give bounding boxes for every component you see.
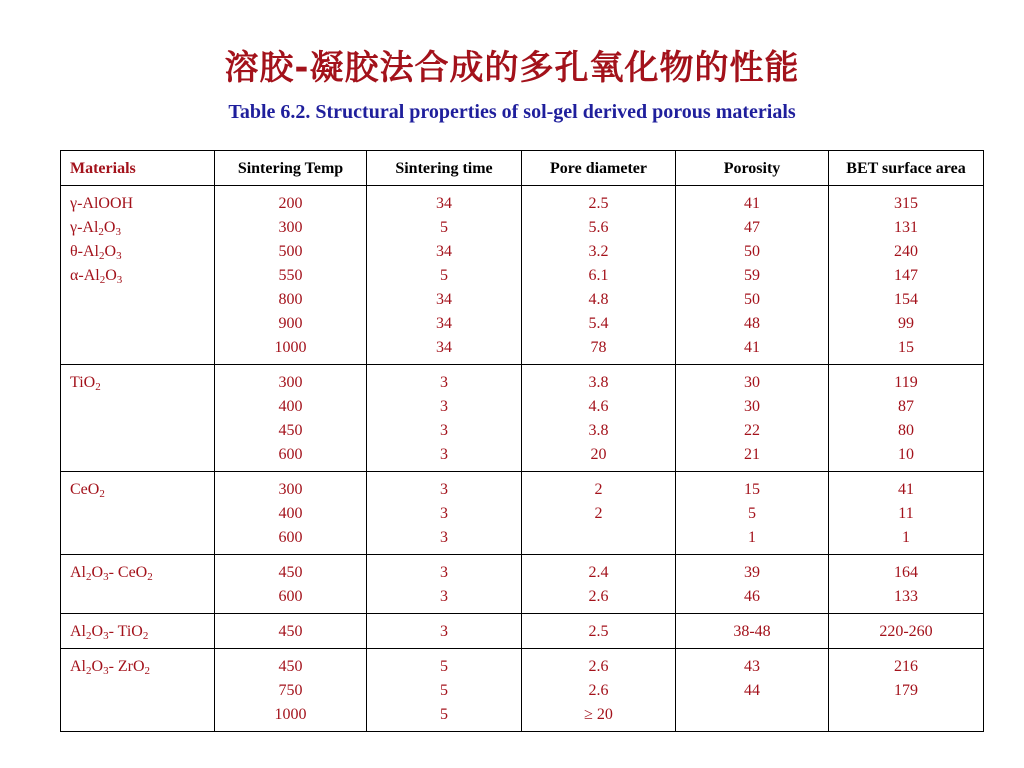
- cell-value: 20: [590, 446, 607, 463]
- cell-value: 1000: [274, 339, 307, 356]
- cell-value: 2.6: [588, 658, 609, 675]
- cell-value: 3.8: [588, 374, 609, 391]
- cell-value: 300: [278, 481, 303, 498]
- cell-value: 164: [894, 564, 918, 581]
- cell-value: 22: [744, 422, 760, 439]
- cell-value: 450: [278, 422, 303, 439]
- material-formula: $Al_2O_3-$ ZrO$_2$: [70, 658, 151, 677]
- cell-value: 50: [744, 291, 760, 308]
- material-formula: $Al_2O_3-$ CeO$_2$: [70, 564, 153, 583]
- cell-value: 34: [436, 339, 452, 356]
- table-row: [61, 614, 984, 649]
- cell-pore-diameter: [522, 614, 676, 649]
- cell-value: 5: [440, 682, 448, 699]
- cell-value: 34: [436, 195, 452, 212]
- cell-value: 34: [436, 291, 452, 308]
- cell-value: 6.1: [588, 267, 609, 284]
- header-materials: Materials: [61, 151, 215, 186]
- table-row: [61, 649, 984, 732]
- cell-sintering-temp: [215, 472, 367, 555]
- cell-value: 3: [440, 374, 448, 391]
- cell-value: 3.2: [588, 243, 609, 260]
- cell-value: 87: [898, 398, 914, 415]
- cell-value: 3: [440, 446, 448, 463]
- cell-value: 600: [278, 588, 303, 605]
- material-formula: TiO$_2$: [70, 374, 101, 393]
- cell-bet-surface-area: [829, 555, 984, 614]
- cell-material: [61, 555, 215, 614]
- cell-value: 216: [894, 658, 918, 675]
- cell-value: 39: [744, 564, 760, 581]
- cell-value: 450: [278, 623, 303, 640]
- cell-value: 3: [440, 529, 448, 546]
- cell-material: [61, 365, 215, 472]
- cell-value: 315: [894, 195, 918, 212]
- cell-value: 200: [278, 195, 303, 212]
- cell-value: 2.6: [588, 588, 609, 605]
- cell-porosity: [676, 614, 829, 649]
- cell-value: 34: [436, 243, 452, 260]
- cell-value: 5: [748, 505, 756, 522]
- cell-value: 10: [898, 446, 914, 463]
- cell-value: 41: [744, 339, 760, 356]
- cell-value: 38-48: [733, 623, 771, 640]
- cell-pore-diameter: [522, 365, 676, 472]
- cell-value: 11: [898, 505, 914, 522]
- cell-value: 4.6: [588, 398, 609, 415]
- header-porosity: Porosity: [676, 151, 829, 186]
- cell-value: 2: [594, 505, 603, 522]
- cell-value: 46: [744, 588, 760, 605]
- table-row: [61, 472, 984, 555]
- table-row: [61, 555, 984, 614]
- cell-value: 15: [744, 481, 760, 498]
- material-formula: $Al_2O_3-$ TiO$_2$: [70, 623, 149, 642]
- cell-material: [61, 649, 215, 732]
- cell-sintering-temp: [215, 555, 367, 614]
- cell-value: 600: [278, 529, 303, 546]
- header-sintering-time: Sintering time: [367, 151, 522, 186]
- cell-value: 400: [278, 505, 303, 522]
- cell-value: ≥ 20: [584, 706, 613, 723]
- cell-value: 800: [278, 291, 303, 308]
- cell-value: 3: [440, 481, 448, 498]
- properties-table: [60, 150, 984, 732]
- cell-value: 220-260: [879, 623, 933, 640]
- cell-porosity: [676, 186, 829, 365]
- cell-value: 41: [898, 481, 914, 498]
- cell-value: 50: [744, 243, 760, 260]
- material-formula: $\theta-Al_2O_3$: [70, 243, 122, 262]
- cell-sintering-temp: [215, 186, 367, 365]
- material-formula: CeO$_2$: [70, 481, 105, 500]
- page-title: 溶胶-凝胶法合成的多孔氧化物的性能: [224, 48, 800, 88]
- material-formula: $\alpha-Al_2O_3$: [70, 267, 123, 286]
- cell-sintering-temp: [215, 365, 367, 472]
- cell-bet-surface-area: [829, 365, 984, 472]
- cell-value: 2.6: [588, 682, 609, 699]
- cell-value: 44: [744, 682, 760, 699]
- cell-sintering-time: [367, 186, 522, 365]
- cell-value: 131: [894, 219, 918, 236]
- cell-value: 41: [744, 195, 760, 212]
- cell-value: 750: [278, 682, 303, 699]
- cell-value: 80: [898, 422, 914, 439]
- cell-value: 154: [894, 291, 918, 308]
- cell-bet-surface-area: [829, 614, 984, 649]
- cell-value: 3: [440, 588, 448, 605]
- header-sintering-temp: Sintering Temp: [215, 151, 367, 186]
- cell-porosity: [676, 649, 829, 732]
- cell-value: 240: [894, 243, 918, 260]
- cell-value: 59: [744, 267, 760, 284]
- cell-value: 47: [744, 219, 760, 236]
- cell-value: 99: [898, 315, 914, 332]
- cell-value: 3: [440, 564, 448, 581]
- cell-value: 600: [278, 446, 303, 463]
- cell-value: 119: [894, 374, 918, 391]
- cell-material: [61, 186, 215, 365]
- cell-value: 500: [278, 243, 303, 260]
- cell-value: 2.5: [588, 195, 609, 212]
- cell-value: 30: [744, 398, 760, 415]
- cell-sintering-time: [367, 365, 522, 472]
- cell-bet-surface-area: [829, 472, 984, 555]
- cell-value: 2.4: [588, 564, 609, 581]
- cell-value: 5: [440, 267, 448, 284]
- cell-value: 3.8: [588, 422, 609, 439]
- cell-value: 450: [278, 564, 303, 581]
- cell-value: 43: [744, 658, 760, 675]
- cell-value: 2.5: [588, 623, 609, 640]
- cell-pore-diameter: [522, 649, 676, 732]
- cell-value: 2: [594, 481, 603, 498]
- cell-pore-diameter: [522, 186, 676, 365]
- cell-value: 3: [440, 422, 448, 439]
- cell-sintering-temp: [215, 649, 367, 732]
- cell-pore-diameter: [522, 555, 676, 614]
- cell-value: 133: [894, 588, 918, 605]
- cell-value: 550: [278, 267, 303, 284]
- cell-sintering-time: [367, 649, 522, 732]
- cell-value: 5: [440, 658, 448, 675]
- cell-value: 4.8: [588, 291, 609, 308]
- cell-value: 5.4: [588, 315, 609, 332]
- table-row: [61, 186, 984, 365]
- cell-pore-diameter: [522, 472, 676, 555]
- cell-porosity: [676, 472, 829, 555]
- cell-value: 1000: [274, 706, 307, 723]
- cell-material: [61, 472, 215, 555]
- table-caption: Table 6.2. Structural properties of sol-gel derived porous materials: [228, 101, 796, 123]
- header-bet-surface-area: BET surface area: [829, 151, 984, 186]
- cell-value: 15: [898, 339, 914, 356]
- cell-value: 1: [902, 529, 910, 546]
- cell-sintering-temp: [215, 614, 367, 649]
- cell-value: 5: [440, 219, 448, 236]
- material-formula: γ-AlOOH: [70, 195, 134, 212]
- cell-sintering-time: [367, 555, 522, 614]
- table-header-row: [61, 151, 984, 186]
- cell-material: [61, 614, 215, 649]
- cell-value: 3: [440, 623, 448, 640]
- cell-value: 34: [436, 315, 452, 332]
- cell-value: 48: [744, 315, 760, 332]
- cell-value: 147: [894, 267, 918, 284]
- cell-value: 21: [744, 446, 760, 463]
- cell-value: 900: [278, 315, 303, 332]
- cell-value: 5.6: [588, 219, 609, 236]
- cell-value: 450: [278, 658, 303, 675]
- cell-bet-surface-area: [829, 186, 984, 365]
- cell-value: 78: [590, 339, 607, 356]
- cell-value: 400: [278, 398, 303, 415]
- material-formula: $\gamma-Al_2O_3$: [70, 219, 121, 238]
- cell-bet-surface-area: [829, 649, 984, 732]
- table-row: [61, 365, 984, 472]
- header-pore-diameter: Pore diameter: [522, 151, 676, 186]
- cell-value: 1: [748, 529, 756, 546]
- cell-sintering-time: [367, 614, 522, 649]
- cell-value: 300: [278, 374, 303, 391]
- cell-value: 5: [440, 706, 448, 723]
- cell-value: 300: [278, 219, 303, 236]
- cell-value: 3: [440, 398, 448, 415]
- cell-value: 179: [894, 682, 918, 699]
- cell-value: 30: [744, 374, 760, 391]
- cell-porosity: [676, 365, 829, 472]
- cell-sintering-time: [367, 472, 522, 555]
- cell-value: 3: [440, 505, 448, 522]
- cell-porosity: [676, 555, 829, 614]
